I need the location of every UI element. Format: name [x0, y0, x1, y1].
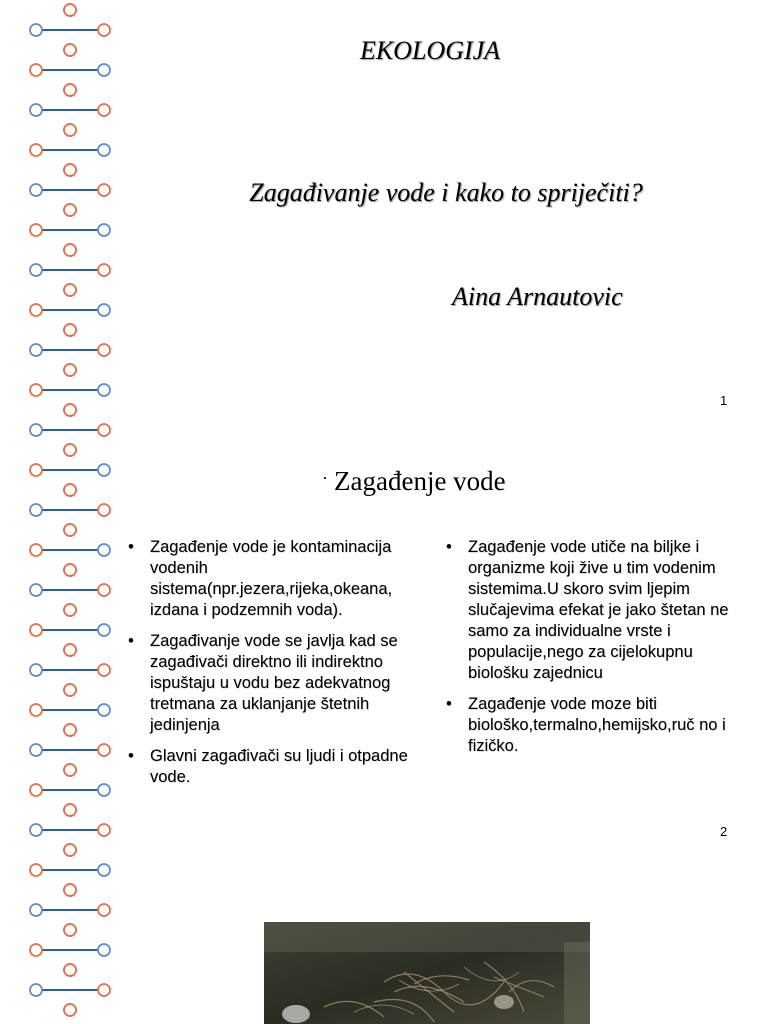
dna-node: [30, 584, 42, 596]
dna-node: [98, 304, 110, 316]
list-item-text: Zagađivanje vode se javlja kad se zagađivači direktno ili indirektno ispuštaju u vodu bez adekvatnog tretmana za uklanjanje štetnih jedinjenja: [150, 632, 398, 734]
dna-node: [98, 224, 110, 236]
dna-node: [30, 464, 42, 476]
dna-node: [64, 124, 76, 136]
dna-node: [98, 264, 110, 276]
author-name: Aina Arnautovic: [452, 282, 623, 311]
dna-node: [98, 864, 110, 876]
dna-node: [98, 904, 110, 916]
dna-node: [30, 224, 42, 236]
dna-node: [98, 104, 110, 116]
dna-node: [30, 744, 42, 756]
dna-node: [30, 504, 42, 516]
dna-node: [64, 364, 76, 376]
bullet-icon: •: [128, 538, 134, 556]
dna-node: [64, 284, 76, 296]
list-item: [128, 631, 428, 736]
dna-node: [98, 344, 110, 356]
left-column: [128, 537, 428, 798]
slide-subtitle: Zagađivanje vode i kako to spriječiti?: [249, 178, 643, 207]
dna-node: [64, 244, 76, 256]
dna-node: [64, 764, 76, 776]
dna-node: [30, 144, 42, 156]
dna-node: [98, 624, 110, 636]
dna-node: [30, 664, 42, 676]
dna-node: [30, 104, 42, 116]
dna-node: [98, 384, 110, 396]
dna-node: [98, 744, 110, 756]
heading-bullet: ·: [322, 468, 328, 488]
bullet-icon: •: [446, 538, 452, 556]
section-heading: [322, 466, 506, 497]
list-item-text: Zagađenje vode moze biti biološko,termalno,hemijsko,ruč no i fizičko.: [468, 695, 726, 755]
dna-node: [30, 944, 42, 956]
dna-node: [98, 24, 110, 36]
right-bullet-list: [446, 537, 744, 757]
dna-node: [30, 904, 42, 916]
dna-node: [30, 344, 42, 356]
dna-node: [98, 664, 110, 676]
bullet-icon: •: [128, 632, 134, 650]
dna-node: [64, 564, 76, 576]
list-item: [128, 537, 428, 621]
dna-node: [30, 424, 42, 436]
dna-node: [98, 784, 110, 796]
dna-node: [64, 204, 76, 216]
bullet-icon: •: [128, 747, 134, 765]
dna-node: [64, 404, 76, 416]
dna-node: [64, 964, 76, 976]
dna-node: [30, 984, 42, 996]
dna-node: [98, 984, 110, 996]
dna-node: [30, 64, 42, 76]
dna-node: [64, 4, 76, 16]
dna-node: [98, 704, 110, 716]
dna-node: [64, 324, 76, 336]
dna-node: [64, 1004, 76, 1016]
dna-node: [98, 544, 110, 556]
dna-node: [98, 944, 110, 956]
dna-node: [64, 884, 76, 896]
dna-node: [98, 184, 110, 196]
dna-node: [64, 84, 76, 96]
dna-node: [64, 484, 76, 496]
dna-node: [30, 864, 42, 876]
list-item-text: Zagađenje vode je kontaminacija vodenih sistema(npr.jezera,rijeka,okeana, izdana i podzemnih voda).: [150, 538, 393, 619]
dna-node: [64, 644, 76, 656]
dna-node: [30, 184, 42, 196]
dna-node: [98, 824, 110, 836]
list-item: [446, 537, 744, 684]
dna-node: [30, 824, 42, 836]
dna-node: [64, 924, 76, 936]
dna-node: [98, 64, 110, 76]
dna-node: [64, 604, 76, 616]
dna-node: [30, 24, 42, 36]
dna-helix-icon: [20, 0, 120, 1024]
dna-node: [30, 784, 42, 796]
left-bullet-list: [128, 537, 428, 788]
dna-node: [64, 524, 76, 536]
slide-title: EKOLOGIJA: [359, 36, 501, 65]
dna-node: [30, 384, 42, 396]
list-item: [446, 694, 744, 757]
dna-node: [30, 304, 42, 316]
polluted-water-photo: [264, 922, 590, 1024]
dna-node: [64, 164, 76, 176]
dna-node: [30, 544, 42, 556]
dna-node: [98, 584, 110, 596]
right-column: [446, 537, 744, 767]
dna-node: [98, 424, 110, 436]
dna-node: [30, 264, 42, 276]
bullet-icon: •: [446, 695, 452, 713]
heading-text: Zagađenje vode: [334, 466, 506, 496]
dna-node: [64, 844, 76, 856]
dna-node: [98, 504, 110, 516]
dna-node: [64, 684, 76, 696]
page-number-2: 2: [720, 824, 728, 839]
dna-node: [64, 804, 76, 816]
page-number-1: 1: [720, 393, 728, 408]
dna-node: [30, 624, 42, 636]
list-item-text: Zagađenje vode utiče na biljke i organizme koji žive u tim vodenim sistemima.U skoro svim ljepim slučajevima efekat je jako štetan ne samo za individualne vrste i populacije,nego za cijelokupnu biološku zajednicu: [468, 538, 729, 682]
dna-node: [98, 464, 110, 476]
dna-node: [98, 144, 110, 156]
dna-node: [64, 444, 76, 456]
dna-node: [30, 704, 42, 716]
dna-node: [64, 44, 76, 56]
list-item-text: Glavni zagađivači su ljudi i otpadne vode.: [150, 747, 408, 786]
dna-node: [64, 724, 76, 736]
list-item: [128, 746, 428, 788]
